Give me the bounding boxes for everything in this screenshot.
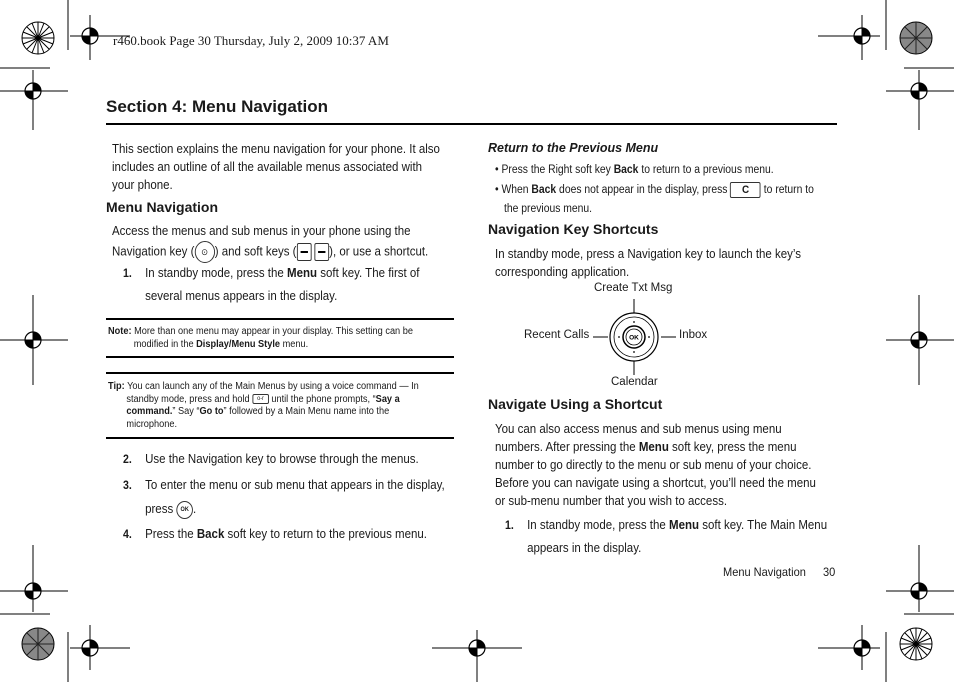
section-title: Section 4: Menu Navigation xyxy=(106,97,328,116)
navigation-key-icon: ⊙ xyxy=(194,241,214,263)
left-soft-key-icon xyxy=(297,243,312,261)
diagram-label-top: Create Txt Msg xyxy=(594,282,673,294)
ok-label: OK xyxy=(629,334,639,342)
right-soft-key-icon xyxy=(314,243,329,261)
return-bullets: • Press the Right soft key Back to return to a previous menu. • When Back does not appear in the display, press C to return to the previous menu. xyxy=(495,164,814,215)
shortcuts-text: In standby mode, press a Navigation key to launch the key’s corresponding application. xyxy=(495,247,802,279)
page-number: 30 xyxy=(823,565,836,579)
tip-bottom-rule xyxy=(106,437,454,439)
step-1: 1. In standby mode, press the Menu soft key. The first of several menus appears in the display. xyxy=(123,266,420,303)
diagram-label-right: Inbox xyxy=(679,329,708,341)
diagram-label-bottom: Calendar xyxy=(611,376,658,388)
book-header: r460.book Page 30 Thursday, July 2, 2009 10:37 AM xyxy=(113,33,389,48)
navigation-key-diagram xyxy=(590,296,680,378)
intro-paragraph: This section explains the menu navigation for your phone. It also includes an outline of all the available menus associated with your phone. xyxy=(112,142,440,192)
clear-key-icon: C xyxy=(730,182,761,198)
navigation-key-shortcuts-heading: Navigation Key Shortcuts xyxy=(488,221,659,237)
footer-section-label: Menu Navigation xyxy=(723,565,806,579)
diagram-label-left: Recent Calls xyxy=(524,329,590,341)
note-bottom-rule xyxy=(106,356,454,358)
navigate-step-1: 1. In standby mode, press the Menu soft key. The Main Menu appears in the display. xyxy=(505,518,828,555)
return-previous-heading: Return to the Previous Menu xyxy=(488,141,659,155)
note-box: Note: More than one menu may appear in your display. This setting can be modified in the Display/Menu Style menu. xyxy=(108,326,413,350)
tip-top-rule xyxy=(106,372,454,374)
ok-key-small-icon: o-r xyxy=(252,394,269,404)
navigate-shortcut-heading: Navigate Using a Shortcut xyxy=(488,396,663,412)
tip-box: Tip: You can launch any of the Main Menus by using a voice command — In standby mode, press and hold o-r until the phone prompts, “Say a command.” Say “Go to” followed by a Main Menu name into the microphone. xyxy=(108,381,419,430)
menu-navigation-heading: Menu Navigation xyxy=(106,199,219,215)
section-title-rule xyxy=(106,123,837,125)
menu-navigation-text: Access the menus and sub menus in your phone using the Navigation key ( ⊙ ) and soft keys ( ), or use a shortcut. xyxy=(112,222,428,263)
navigate-shortcut-text: You can also access menus and sub menus using menu numbers. After pressing the Menu soft key, press the menu number to go directly to the menu or sub menu of your choice. Before you can navigate using a shortcut, you’ll need the menu or sub-menu number that you wish to access. xyxy=(495,422,816,508)
note-top-rule xyxy=(106,318,454,320)
steps-2-4: 2. Use the Navigation key to browse through the menus. 3. To enter the menu or sub menu that appears in the display, press OK . 4. Press the Back soft key to return to the previous menu. xyxy=(123,452,445,541)
ok-key-icon: OK xyxy=(176,501,193,519)
